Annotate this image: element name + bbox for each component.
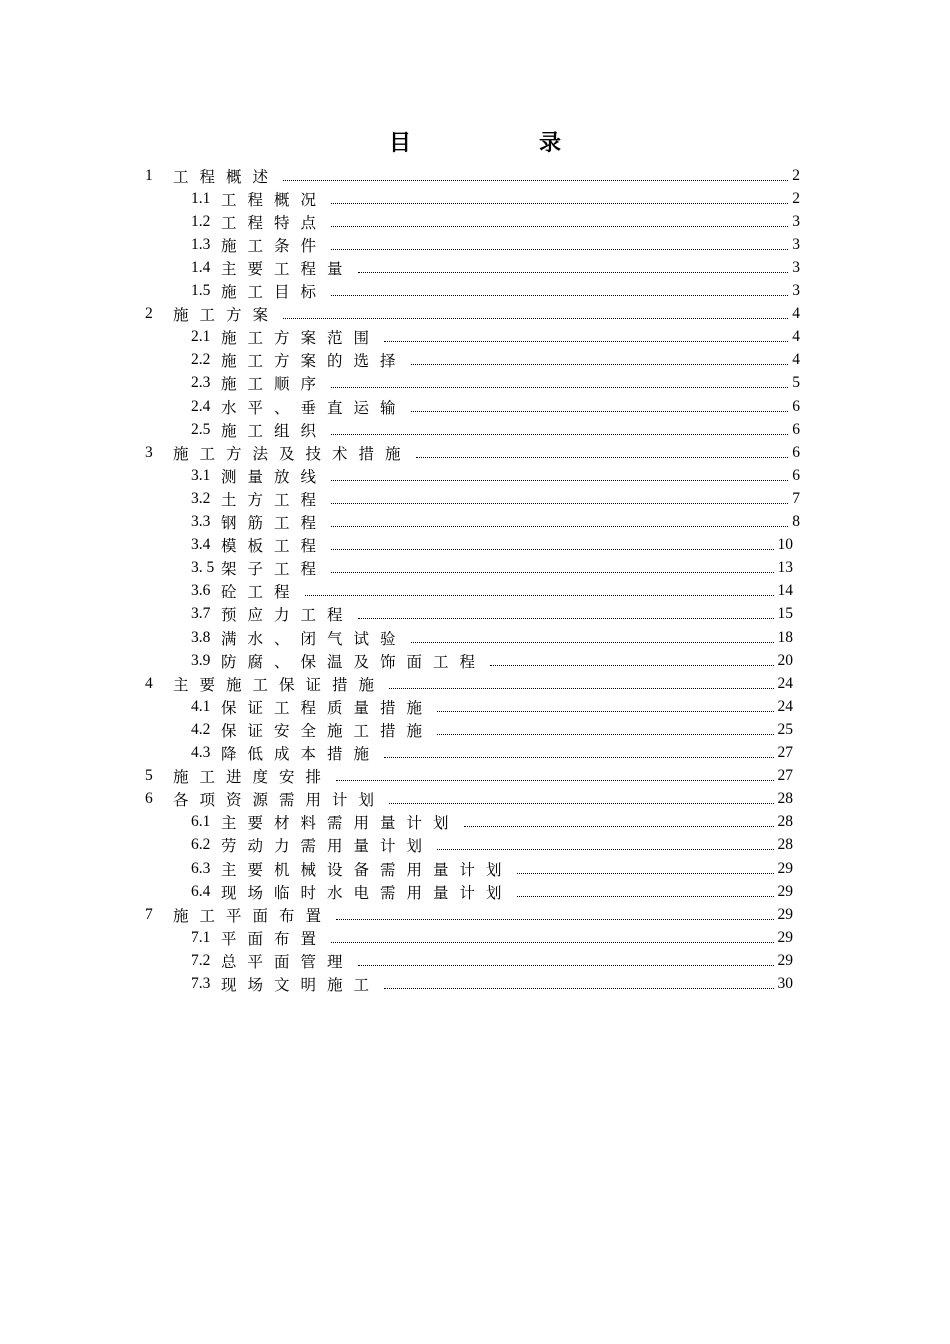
toc-entry-number: 2.2 — [191, 351, 211, 369]
toc-entry-number: 1 — [145, 166, 153, 184]
toc-entry-page: 14 — [777, 582, 793, 600]
toc-leader-dots — [411, 641, 774, 643]
toc-entry-number: 1.5 — [191, 282, 211, 299]
toc-entry-label: 各项资源需用计划 — [173, 792, 386, 810]
toc-entry[interactable] — [145, 788, 793, 811]
toc-entry[interactable] — [191, 534, 793, 557]
toc-entry-number: 2.4 — [191, 397, 211, 415]
toc-leader-dots — [464, 825, 774, 827]
toc-entry-label: 土方工程 — [221, 491, 328, 509]
toc-entry-label: 施工条件 — [221, 237, 328, 255]
toc-entry[interactable] — [191, 626, 793, 649]
toc-entry-number: 3.9 — [191, 651, 211, 669]
toc-leader-dots — [437, 710, 773, 712]
toc-entry-number: 1.1 — [191, 189, 211, 207]
toc-entry-page: 2 — [792, 166, 800, 184]
toc-entry-page: 18 — [777, 628, 793, 646]
toc-entry[interactable] — [191, 742, 793, 765]
toc-entry[interactable] — [191, 372, 800, 395]
toc-entry[interactable] — [145, 441, 800, 464]
toc-leader-dots — [331, 433, 788, 435]
toc-entry[interactable] — [191, 649, 793, 672]
toc-entry-label: 施工方法及技术措施 — [173, 445, 412, 463]
toc-leader-dots — [384, 987, 773, 989]
toc-entry-label: 施工顺序 — [221, 376, 328, 394]
toc-entry-page: 30 — [777, 975, 793, 992]
toc-entry-page: 24 — [777, 697, 793, 715]
toc-leader-dots — [411, 410, 789, 412]
toc-leader-dots — [331, 294, 788, 296]
toc-entry-label: 主要材料需用量计划 — [221, 815, 460, 833]
toc-entry-label: 主要工程量 — [221, 260, 354, 278]
toc-entry[interactable] — [191, 880, 793, 903]
toc-entry-page: 4 — [792, 351, 800, 369]
toc-entry[interactable] — [191, 973, 793, 996]
toc-leader-dots — [331, 248, 788, 250]
toc-leader-dots — [283, 317, 788, 319]
toc-entry-label: 施工方案的选择 — [221, 353, 407, 371]
toc-leader-dots — [490, 664, 773, 666]
toc-title-char-1: 目 — [388, 130, 411, 155]
toc-leader-dots — [517, 895, 774, 897]
toc-entry-number: 2.5 — [191, 420, 211, 438]
toc-entry-number: 1.2 — [191, 212, 211, 230]
toc-entry-number: 3.2 — [191, 489, 211, 507]
toc-entry-label: 施工目标 — [221, 284, 328, 301]
toc-entry[interactable] — [191, 926, 793, 949]
toc-leader-dots — [331, 502, 788, 504]
toc-entry[interactable] — [191, 557, 793, 580]
toc-entry[interactable] — [145, 303, 800, 326]
toc-entry-label: 测量放线 — [221, 468, 328, 486]
toc-entry-page: 29 — [777, 882, 793, 900]
toc-leader-dots — [331, 941, 773, 943]
toc-entry-label: 施工进度安排 — [173, 769, 333, 787]
toc-entry[interactable] — [191, 187, 800, 210]
toc-entry-page: 6 — [792, 397, 800, 415]
toc-entry-label: 施工方案范围 — [221, 330, 381, 348]
toc-entry[interactable] — [191, 811, 793, 834]
toc-leader-dots — [358, 617, 774, 619]
toc-entry-number: 6.2 — [191, 836, 211, 854]
toc-entry-label: 劳动力需用量计划 — [221, 838, 434, 856]
toc-entry-page: 3 — [792, 235, 800, 253]
toc-entry-page: 3 — [792, 282, 800, 299]
toc-entry[interactable] — [191, 210, 800, 233]
toc-entry-label: 保证工程质量措施 — [221, 699, 434, 717]
toc-entry-page: 15 — [777, 605, 793, 623]
toc-entry-label: 工程特点 — [221, 214, 328, 232]
toc-entry-label: 施工平面布置 — [173, 907, 333, 925]
toc-entry[interactable] — [191, 326, 800, 349]
toc-entry[interactable] — [145, 903, 793, 926]
toc-leader-dots — [331, 571, 773, 573]
toc-entry-page: 5 — [792, 374, 800, 392]
toc-entry-number: 2.3 — [191, 374, 211, 392]
toc-leader-dots — [331, 479, 788, 481]
toc-leader-dots — [331, 386, 788, 388]
toc-entry-page: 29 — [777, 928, 793, 946]
toc-leader-dots — [389, 687, 773, 689]
toc-entry[interactable] — [191, 464, 800, 487]
toc-entry-page: 28 — [777, 836, 793, 854]
toc-entry-number: 5 — [145, 767, 153, 785]
toc-entry-page: 28 — [777, 813, 793, 831]
toc-entry-label: 总平面管理 — [221, 953, 354, 971]
toc-entry-label: 施工组织 — [221, 422, 328, 440]
toc-leader-dots — [416, 456, 789, 458]
toc-title — [0, 126, 950, 157]
toc-entry-number: 3.4 — [191, 536, 211, 554]
toc-entry[interactable] — [191, 280, 800, 303]
toc-entry[interactable] — [191, 233, 800, 256]
toc-leader-dots — [411, 363, 789, 365]
toc-entry-label: 模板工程 — [221, 538, 328, 556]
toc-entry-page: 10 — [777, 536, 793, 554]
toc-entry[interactable] — [191, 511, 800, 534]
toc-entry-label: 现场临时水电需用量计划 — [221, 884, 513, 902]
toc-leader-dots — [384, 340, 788, 342]
toc-leader-dots — [358, 964, 774, 966]
toc-entry-page: 13 — [777, 559, 793, 577]
toc-entry[interactable] — [191, 349, 800, 372]
toc-entry-number: 4.1 — [191, 697, 211, 715]
toc-entry-page: 24 — [777, 674, 793, 692]
toc-entry-page: 28 — [777, 790, 793, 808]
toc-entry-label: 降低成本措施 — [221, 746, 381, 763]
toc-leader-dots — [331, 548, 773, 550]
toc-entry-number: 7.1 — [191, 928, 211, 946]
toc-entry-number: 2.1 — [191, 328, 211, 346]
toc-entry[interactable] — [191, 857, 793, 880]
toc-entry-label: 工程概况 — [221, 191, 328, 209]
toc-entry-number: 3.7 — [191, 605, 211, 623]
toc-entry-page: 6 — [792, 466, 800, 484]
toc-entry-number: 1.4 — [191, 258, 211, 276]
toc-entry[interactable] — [145, 672, 793, 695]
toc-entry[interactable] — [191, 718, 793, 741]
toc-entry-label: 满水、闭气试验 — [221, 630, 407, 648]
toc-entry[interactable] — [191, 834, 793, 857]
toc-entry-label: 工程概述 — [173, 168, 280, 186]
toc-title-char-2: 录 — [539, 130, 562, 155]
toc-entry-number: 3.1 — [191, 466, 211, 484]
toc-entry-label: 防腐、保温及饰面工程 — [221, 653, 487, 671]
toc-entry-number: 6.3 — [191, 859, 211, 877]
toc-entry-number: 2 — [145, 305, 153, 323]
toc-entry-number: 7.3 — [191, 975, 211, 992]
toc-leader-dots — [336, 918, 773, 920]
toc-entry-page: 6 — [792, 420, 800, 438]
toc-entry[interactable] — [145, 164, 800, 187]
toc-leader-dots — [331, 225, 788, 227]
toc-entry-number: 6 — [145, 790, 153, 808]
toc-entry-label: 现场文明施工 — [221, 977, 381, 994]
toc-entry-page: 4 — [792, 328, 800, 346]
toc-leader-dots — [389, 802, 773, 804]
toc-leader-dots — [517, 872, 774, 874]
toc-entry-number: 3 — [145, 443, 153, 461]
toc-entry-label: 保证安全施工措施 — [221, 722, 434, 740]
toc-entry[interactable] — [191, 395, 800, 418]
toc-entry-label: 架子工程 — [221, 561, 328, 579]
toc-entry-page: 25 — [777, 720, 793, 738]
toc-entry[interactable] — [191, 256, 800, 279]
toc-entry-label: 预应力工程 — [221, 607, 354, 625]
toc-leader-dots — [331, 525, 788, 527]
toc-entry-number: 3.3 — [191, 513, 211, 530]
toc-entry-page: 7 — [792, 489, 800, 507]
toc-entry-label: 施工方案 — [173, 307, 280, 325]
toc-entry-page: 3 — [792, 258, 800, 276]
toc-entry-page: 29 — [777, 951, 793, 969]
toc-entry-number: 4.3 — [191, 744, 211, 761]
toc-entry-page: 27 — [777, 767, 793, 785]
toc-entry-page: 4 — [792, 305, 800, 323]
toc-entry-label: 水平、垂直运输 — [221, 399, 407, 417]
toc-leader-dots — [336, 779, 773, 781]
toc-entry-page: 29 — [777, 859, 793, 877]
toc-leader-dots — [384, 756, 773, 758]
toc-entry-number: 7.2 — [191, 951, 211, 969]
toc-leader-dots — [305, 594, 774, 596]
toc-entry-page: 27 — [777, 744, 793, 761]
toc-entry-page: 29 — [777, 905, 793, 923]
toc-entry-number: 7 — [145, 905, 153, 923]
toc-entry-label: 钢筋工程 — [221, 515, 328, 532]
toc-entry-page: 20 — [777, 651, 793, 669]
toc-entry-number: 1.3 — [191, 235, 211, 253]
toc-entry-label: 砼工程 — [221, 584, 301, 602]
toc-leader-dots — [358, 271, 789, 273]
toc-entry-number: 3. 5 — [191, 559, 215, 577]
toc-entry-number: 3.8 — [191, 628, 211, 646]
toc-entry-page: 3 — [792, 212, 800, 230]
toc-entry-number: 4 — [145, 674, 153, 692]
toc-entry-number: 6.4 — [191, 882, 211, 900]
toc-entry[interactable] — [191, 418, 800, 441]
toc-entry[interactable] — [191, 487, 800, 510]
toc-entry-label: 主要施工保证措施 — [173, 676, 386, 694]
toc-entry[interactable] — [191, 695, 793, 718]
toc-entry-number: 3.6 — [191, 582, 211, 600]
toc-entry[interactable] — [191, 949, 793, 972]
toc-entry-number: 6.1 — [191, 813, 211, 831]
toc-entry-number: 4.2 — [191, 720, 211, 738]
toc-leader-dots — [283, 179, 788, 181]
toc-leader-dots — [437, 733, 773, 735]
toc-entry-label: 主要机械设备需用量计划 — [221, 861, 513, 879]
toc-entry-page: 6 — [792, 443, 800, 461]
toc-entry[interactable] — [191, 580, 793, 603]
toc-entry[interactable] — [191, 603, 793, 626]
toc-entry[interactable] — [145, 765, 793, 788]
toc-leader-dots — [331, 202, 788, 204]
toc-entry-page: 8 — [792, 513, 800, 530]
toc-leader-dots — [437, 848, 773, 850]
toc-entry-page: 2 — [792, 189, 800, 207]
toc-entry-label: 平面布置 — [221, 930, 328, 948]
